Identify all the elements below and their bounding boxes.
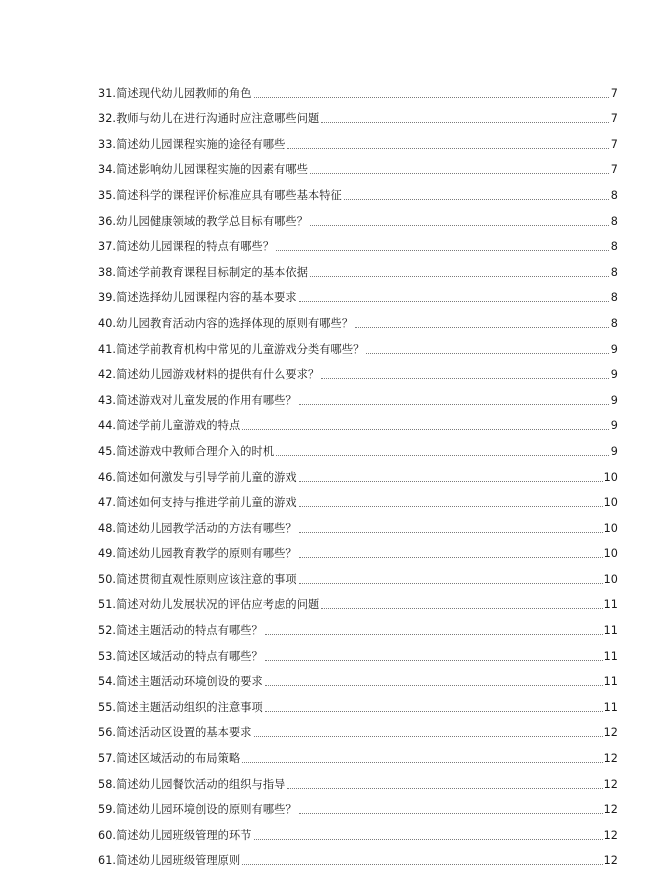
toc-dot-leader: [321, 122, 609, 123]
toc-entry-page-number: 8: [610, 291, 618, 305]
toc-entry-page-number: 7: [610, 137, 618, 151]
toc-dot-leader: [299, 404, 609, 405]
toc-dot-leader: [276, 455, 609, 456]
toc-entry[interactable]: [98, 153, 618, 179]
toc-entry-title: 38.简述学前教育课程目标制定的基本依据: [98, 265, 308, 279]
toc-entry-title: 43.简述游戏对儿童发展的作用有哪些？: [98, 393, 297, 407]
toc-entry-page-number: 8: [610, 188, 618, 202]
toc-entry-page-number: 7: [610, 86, 618, 100]
toc-dot-leader: [242, 429, 609, 430]
toc-entry-title: 51.简述对幼儿发展状况的评估应考虑的问题: [98, 598, 320, 612]
toc-entry-title: 40.幼儿园教育活动内容的选择体现的原则有哪些？: [98, 316, 354, 330]
toc-entry-page-number: 10: [603, 521, 618, 535]
toc-dot-leader: [254, 736, 603, 737]
table-of-contents: [98, 76, 618, 869]
toc-dot-leader: [265, 685, 603, 686]
toc-entry[interactable]: [98, 434, 618, 460]
toc-entry-page-number: 7: [610, 163, 618, 177]
toc-entry-title: 49.简述幼儿园教育教学的原则有哪些？: [98, 547, 297, 561]
toc-entry[interactable]: [98, 844, 618, 869]
toc-dot-leader: [287, 788, 602, 789]
toc-entry-title: 34.简述影响幼儿园课程实施的因素有哪些: [98, 163, 308, 177]
toc-entry-page-number: 8: [610, 214, 618, 228]
toc-dot-leader: [321, 608, 602, 609]
toc-dot-leader: [355, 327, 609, 328]
toc-dot-leader: [287, 148, 609, 149]
toc-entry[interactable]: [98, 818, 618, 844]
toc-entry-page-number: 8: [610, 240, 618, 254]
toc-entry-page-number: 11: [603, 598, 618, 612]
toc-entry[interactable]: [98, 383, 618, 409]
toc-entry-page-number: 11: [603, 624, 618, 638]
toc-entry-title: 54.简述主题活动环境创设的要求: [98, 675, 263, 689]
toc-entry[interactable]: [98, 460, 618, 486]
toc-entry[interactable]: [98, 767, 618, 793]
toc-entry-page-number: 9: [610, 419, 618, 433]
toc-entry-title: 35.简述科学的课程评价标准应具有哪些基本特征: [98, 188, 342, 202]
toc-entry-title: 36.幼儿园健康领域的教学总目标有哪些？: [98, 214, 308, 228]
toc-entry[interactable]: [98, 588, 618, 614]
toc-entry-page-number: 11: [603, 700, 618, 714]
toc-entry-title: 53.简述区域活动的特点有哪些？: [98, 649, 263, 663]
toc-entry[interactable]: [98, 639, 618, 665]
toc-entry-title: 33.简述幼儿园课程实施的途径有哪些: [98, 137, 286, 151]
toc-entry[interactable]: [98, 486, 618, 512]
toc-dot-leader: [299, 532, 603, 533]
toc-entry-title: 46.简述如何激发与引导学前儿童的游戏: [98, 470, 297, 484]
toc-dot-leader: [299, 557, 603, 558]
toc-entry[interactable]: [98, 613, 618, 639]
toc-entry[interactable]: [98, 255, 618, 281]
toc-entry-title: 47.简述如何支持与推进学前儿童的游戏: [98, 496, 297, 510]
toc-entry-page-number: 10: [603, 547, 618, 561]
toc-entry-page-number: 11: [603, 649, 618, 663]
toc-entry[interactable]: [98, 332, 618, 358]
toc-entry[interactable]: [98, 230, 618, 256]
toc-dot-leader: [310, 276, 609, 277]
toc-dot-leader: [242, 762, 602, 763]
toc-entry-page-number: 12: [603, 828, 618, 842]
toc-dot-leader: [299, 301, 609, 302]
toc-dot-leader: [254, 97, 609, 98]
toc-entry-title: 39.简述选择幼儿园课程内容的基本要求: [98, 291, 297, 305]
toc-entry[interactable]: [98, 127, 618, 153]
toc-entry-title: 37.简述幼儿园课程的特点有哪些？: [98, 240, 275, 254]
toc-entry[interactable]: [98, 306, 618, 332]
toc-entry-page-number: 12: [603, 803, 618, 817]
toc-entry-page-number: 10: [603, 496, 618, 510]
toc-entry[interactable]: [98, 358, 618, 384]
toc-entry[interactable]: [98, 178, 618, 204]
toc-dot-leader: [310, 225, 609, 226]
toc-entry-title: 61.简述幼儿园班级管理原则: [98, 854, 241, 868]
toc-entry[interactable]: [98, 102, 618, 128]
toc-dot-leader: [265, 711, 603, 712]
toc-entry[interactable]: [98, 793, 618, 819]
toc-entry[interactable]: [98, 562, 618, 588]
toc-entry[interactable]: [98, 76, 618, 102]
toc-entry-page-number: 11: [603, 675, 618, 689]
toc-entry-page-number: 12: [603, 752, 618, 766]
toc-entry[interactable]: [98, 537, 618, 563]
toc-entry-title: 31.简述现代幼儿园教师的角色: [98, 86, 252, 100]
toc-entry-title: 50.简述贯彻直观性原则应该注意的事项: [98, 572, 297, 586]
toc-entry[interactable]: [98, 281, 618, 307]
toc-entry[interactable]: [98, 741, 618, 767]
toc-entry-title: 44.简述学前儿童游戏的特点: [98, 419, 241, 433]
toc-entry-page-number: 8: [610, 265, 618, 279]
toc-entry-page-number: 9: [610, 368, 618, 382]
toc-dot-leader: [299, 481, 603, 482]
toc-entry-title: 42.简述幼儿园游戏材料的提供有什么要求？: [98, 368, 320, 382]
toc-dot-leader: [366, 353, 609, 354]
toc-entry-page-number: 8: [610, 316, 618, 330]
toc-dot-leader: [265, 634, 603, 635]
toc-entry-page-number: 7: [610, 112, 618, 126]
toc-dot-leader: [310, 173, 609, 174]
toc-entry-title: 45.简述游戏中教师合理介入的时机: [98, 444, 275, 458]
toc-entry[interactable]: [98, 204, 618, 230]
toc-entry-page-number: 12: [603, 726, 618, 740]
toc-dot-leader: [299, 583, 603, 584]
toc-entry-title: 58.简述幼儿园餐饮活动的组织与指导: [98, 777, 286, 791]
toc-dot-leader: [276, 250, 609, 251]
toc-dot-leader: [344, 199, 609, 200]
toc-entry-title: 32.教师与幼儿在进行沟通时应注意哪些问题: [98, 112, 320, 126]
toc-entry-page-number: 12: [603, 777, 618, 791]
toc-entry[interactable]: [98, 716, 618, 742]
toc-dot-leader: [254, 839, 603, 840]
toc-entry[interactable]: [98, 690, 618, 716]
toc-entry-page-number: 9: [610, 444, 618, 458]
toc-entry-title: 60.简述幼儿园班级管理的环节: [98, 828, 252, 842]
toc-dot-leader: [299, 506, 603, 507]
toc-entry-page-number: 10: [603, 572, 618, 586]
toc-dot-leader: [265, 660, 603, 661]
toc-entry-page-number: 9: [610, 393, 618, 407]
toc-entry-title: 41.简述学前教育机构中常见的儿童游戏分类有哪些？: [98, 342, 365, 356]
toc-entry-title: 56.简述活动区设置的基本要求: [98, 726, 252, 740]
toc-entry-page-number: 12: [603, 854, 618, 868]
toc-dot-leader: [321, 378, 609, 379]
toc-dot-leader: [242, 864, 602, 865]
toc-entry-title: 48.简述幼儿园教学活动的方法有哪些？: [98, 521, 297, 535]
toc-entry-title: 57.简述区域活动的布局策略: [98, 752, 241, 766]
toc-entry-page-number: 9: [610, 342, 618, 356]
toc-entry[interactable]: [98, 409, 618, 435]
toc-entry-title: 55.简述主题活动组织的注意事项: [98, 700, 263, 714]
toc-entry-title: 59.简述幼儿园环境创设的原则有哪些？: [98, 803, 297, 817]
toc-entry-title: 52.简述主题活动的特点有哪些？: [98, 624, 263, 638]
toc-entry-page-number: 10: [603, 470, 618, 484]
toc-dot-leader: [299, 813, 603, 814]
toc-entry[interactable]: [98, 665, 618, 691]
toc-entry[interactable]: [98, 511, 618, 537]
